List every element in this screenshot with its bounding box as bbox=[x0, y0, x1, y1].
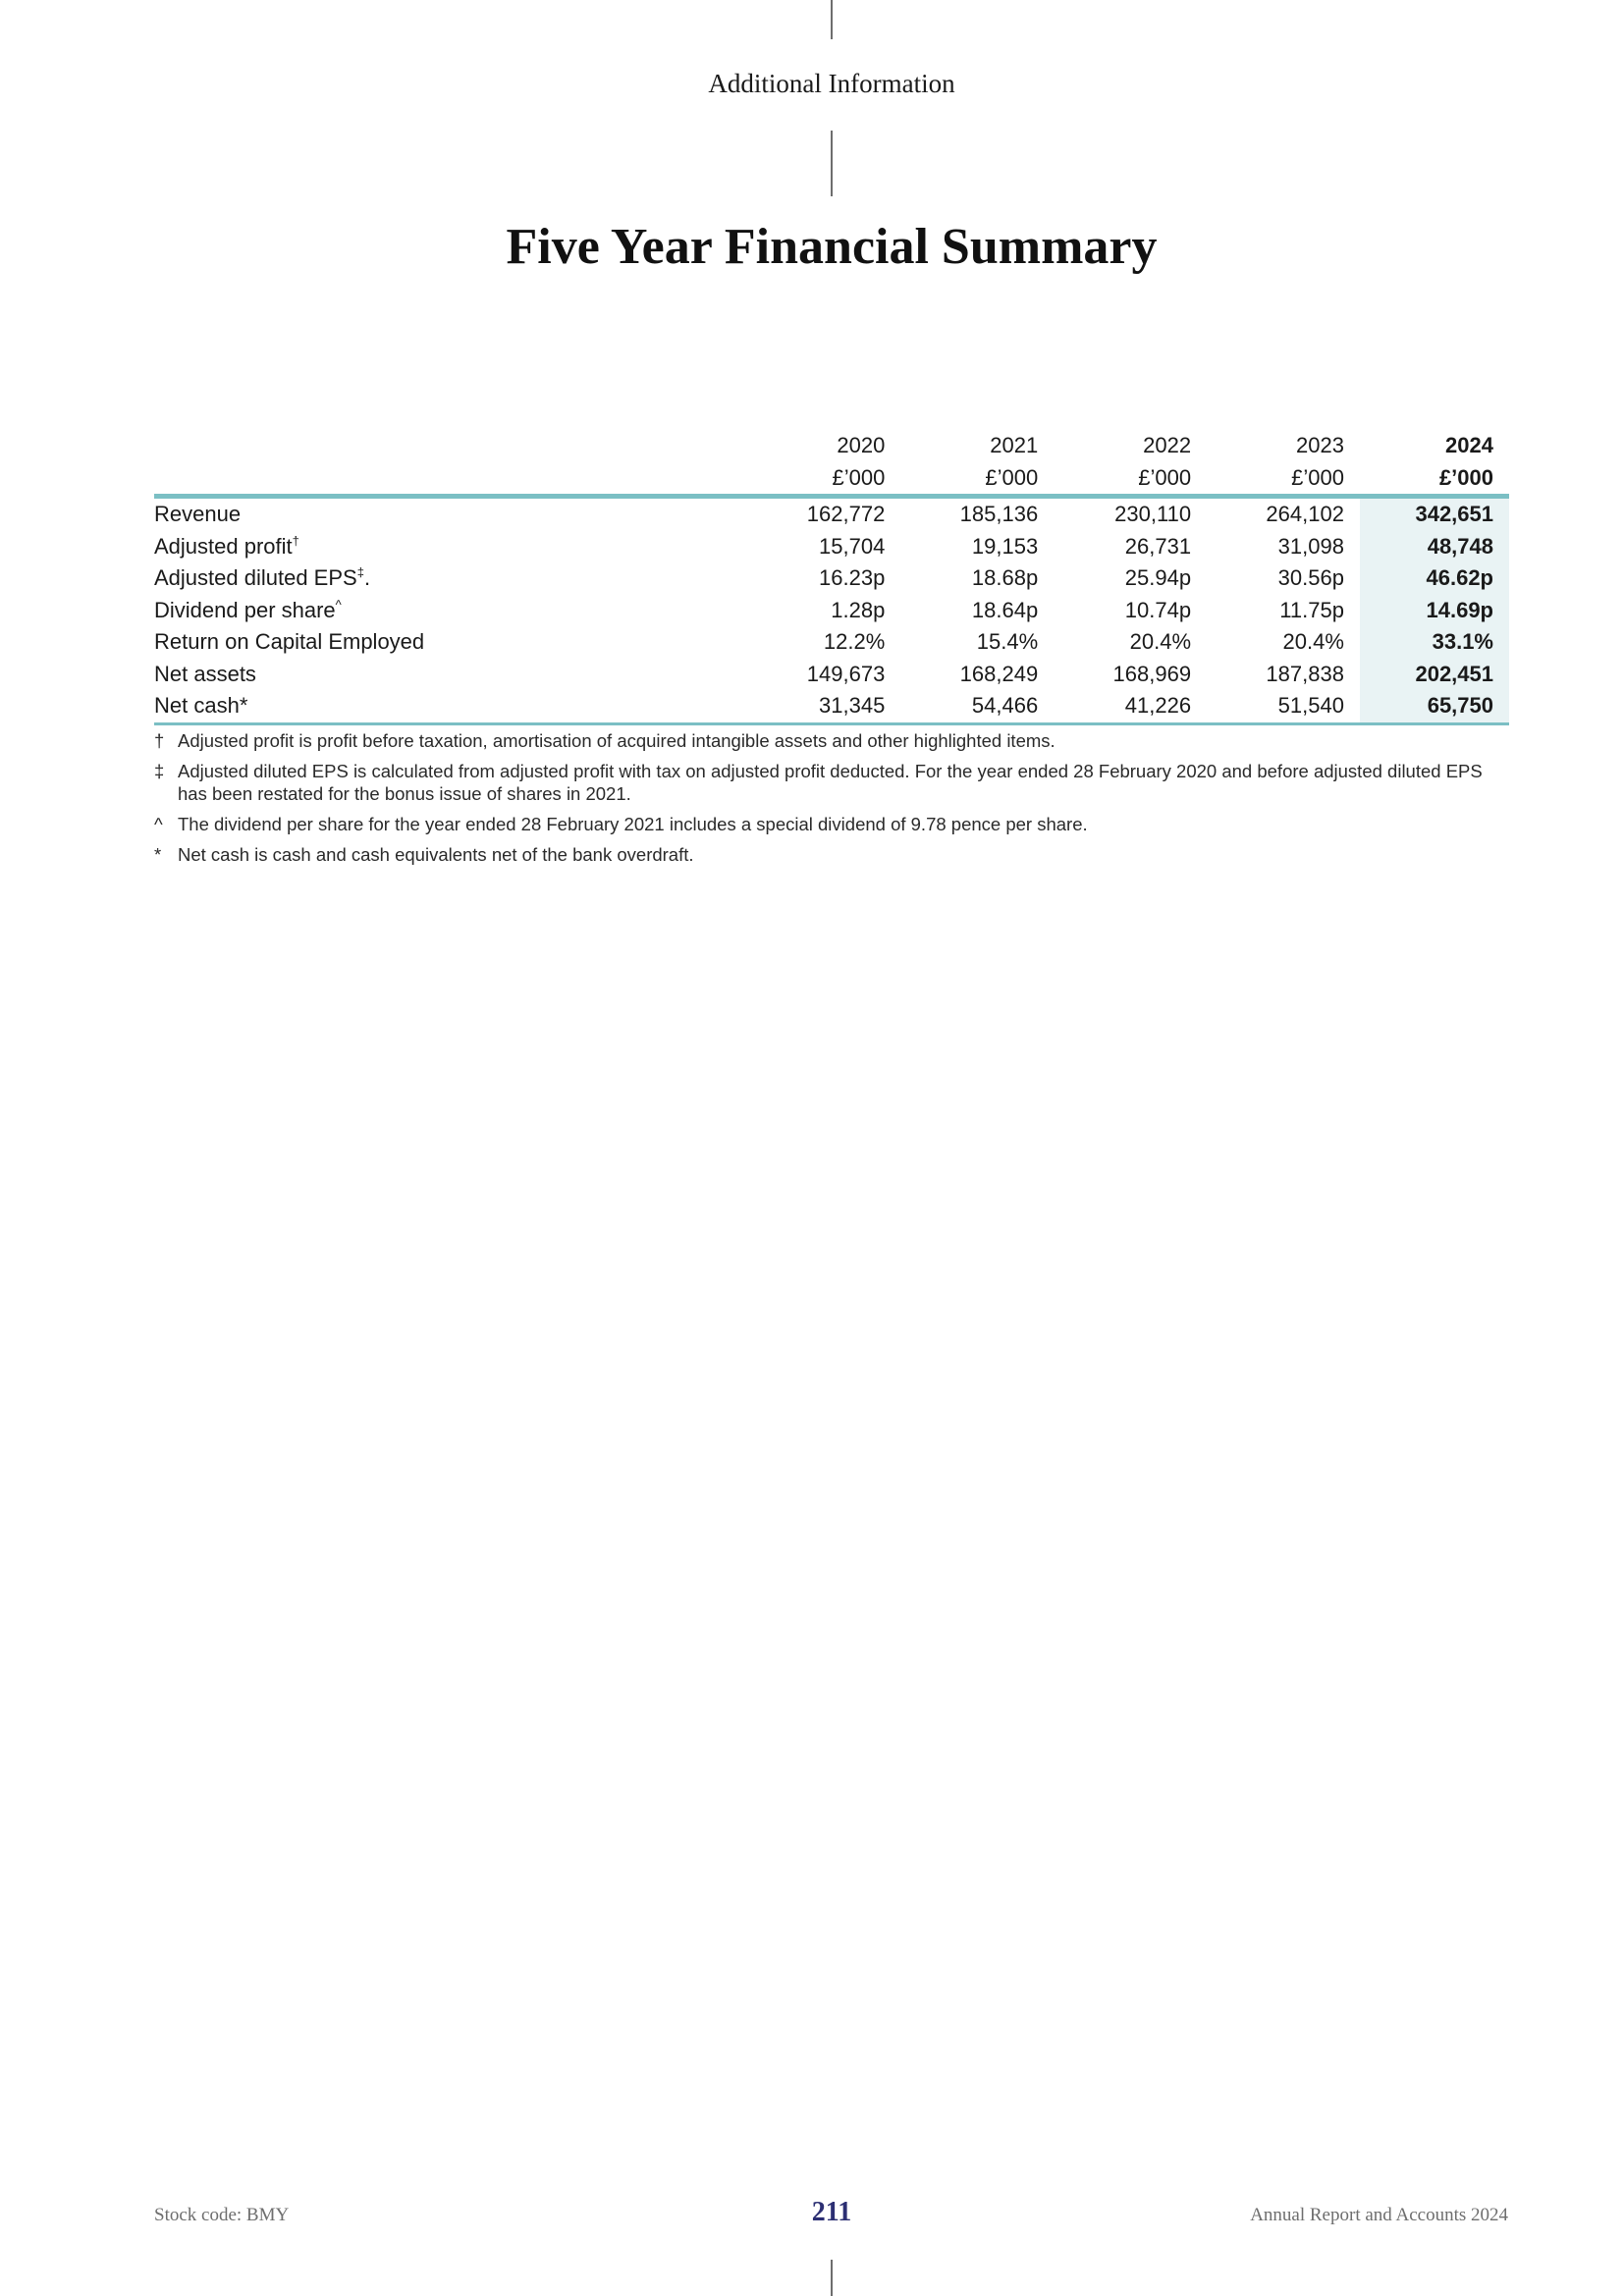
footnote bbox=[154, 843, 1509, 866]
table-row bbox=[154, 626, 1509, 659]
table-cell: 18.64p bbox=[971, 597, 1039, 622]
table-cell: 20.4% bbox=[1282, 629, 1344, 654]
year-header: 2021 bbox=[990, 433, 1039, 457]
footnote-text: Net cash is cash and cash equivalents net of the bank overdraft. bbox=[178, 844, 694, 865]
table-cell-current: 33.1% bbox=[1360, 626, 1509, 659]
table-cell: 230,110 bbox=[1114, 502, 1192, 526]
table-cell: 19,153 bbox=[971, 533, 1039, 559]
year-header: 2020 bbox=[837, 433, 886, 457]
table-cell: 11.75p bbox=[1279, 597, 1344, 622]
table-cell: 149,673 bbox=[806, 661, 886, 686]
table-row bbox=[154, 690, 1509, 723]
table-cell: 51,540 bbox=[1207, 690, 1360, 723]
unit-header: £’000 bbox=[1207, 462, 1360, 497]
table-cell: 16.23p bbox=[819, 565, 886, 590]
table-cell: 185,136 bbox=[959, 502, 1039, 526]
footnote bbox=[154, 813, 1509, 835]
table-row bbox=[154, 562, 1509, 595]
year-header: 2022 bbox=[1143, 433, 1192, 457]
unit-header-row bbox=[154, 462, 1509, 497]
table-cell: 162,772 bbox=[806, 502, 886, 526]
footnote-text: Adjusted diluted EPS is calculated from adjusted profit with tax on adjusted profit deducted. For the year ended 28 February 2020 and before adjusted diluted EPS has been restated for the bonus issue of shares in 2021. bbox=[178, 761, 1483, 804]
page-title: Five Year Financial Summary bbox=[506, 219, 1158, 275]
row-label: Net assets bbox=[154, 661, 256, 686]
table-cell: 18.68p bbox=[971, 565, 1039, 590]
table-cell-current: 202,451 bbox=[1360, 659, 1509, 691]
table-cell: 41,226 bbox=[1054, 690, 1207, 723]
table-row bbox=[154, 595, 1509, 627]
row-label: Revenue bbox=[154, 502, 242, 526]
table-cell: 31,098 bbox=[1277, 533, 1344, 559]
table-row bbox=[154, 531, 1509, 563]
footnote-symbol: ^ bbox=[154, 814, 163, 834]
financial-summary-table bbox=[154, 430, 1509, 725]
year-header-row bbox=[154, 430, 1509, 462]
section-title: Additional Information bbox=[708, 69, 955, 98]
table-row bbox=[154, 497, 1509, 531]
table-cell: 31,345 bbox=[747, 690, 900, 723]
year-header-current: 2024 bbox=[1445, 433, 1493, 457]
row-label: Dividend per share^ bbox=[154, 597, 342, 622]
table-cell: 20.4% bbox=[1129, 629, 1192, 654]
table-cell-current: 48,748 bbox=[1360, 531, 1509, 563]
table-cell: 54,466 bbox=[900, 690, 1054, 723]
page-number: 211 bbox=[811, 2197, 852, 2227]
report-name: Annual Report and Accounts 2024 bbox=[1250, 2205, 1508, 2225]
table-cell: 10.74p bbox=[1124, 597, 1192, 622]
table-cell: 264,102 bbox=[1266, 502, 1344, 526]
table-cell: 30.56p bbox=[1277, 565, 1344, 590]
table-cell: 15.4% bbox=[976, 629, 1039, 654]
table-cell: 15,704 bbox=[819, 533, 886, 559]
unit-header: £’000 bbox=[900, 462, 1054, 497]
footnotes bbox=[154, 729, 1509, 874]
row-label: Adjusted profit† bbox=[154, 533, 299, 559]
row-label: Net cash* bbox=[154, 690, 747, 723]
stock-code: Stock code: BMY bbox=[154, 2205, 290, 2225]
table-cell: 187,838 bbox=[1266, 661, 1344, 686]
row-label: Return on Capital Employed bbox=[154, 629, 425, 654]
footnote-text: Adjusted profit is profit before taxation, amortisation of acquired intangible assets and other highlighted items. bbox=[178, 730, 1056, 751]
footnote-symbol: † bbox=[154, 730, 165, 751]
footnote-text: The dividend per share for the year ended 28 February 2021 includes a special dividend of 9.78 pence per share. bbox=[178, 814, 1088, 834]
title-rule bbox=[831, 131, 833, 196]
table-cell-current: 14.69p bbox=[1360, 595, 1509, 627]
table-cell-current: 65,750 bbox=[1360, 690, 1509, 723]
table-cell: 168,249 bbox=[959, 661, 1039, 686]
bottom-rule bbox=[831, 2260, 833, 2296]
unit-header: £’000 bbox=[747, 462, 900, 497]
year-header: 2023 bbox=[1295, 433, 1344, 457]
footnote-symbol: * bbox=[154, 844, 162, 865]
footnote-symbol: ‡ bbox=[154, 761, 165, 781]
table-cell-current: 342,651 bbox=[1360, 497, 1509, 531]
table-cell: 168,969 bbox=[1112, 661, 1192, 686]
top-rule bbox=[831, 0, 833, 39]
table-cell-current: 46.62p bbox=[1360, 562, 1509, 595]
unit-header: £’000 bbox=[1054, 462, 1207, 497]
table-cell: 25.94p bbox=[1124, 565, 1192, 590]
footnote bbox=[154, 760, 1509, 805]
row-label: Adjusted diluted EPS‡. bbox=[154, 564, 371, 590]
unit-header-current: £’000 bbox=[1360, 462, 1509, 497]
table-cell: 26,731 bbox=[1124, 533, 1192, 559]
table-cell: 1.28p bbox=[831, 597, 886, 622]
footnote bbox=[154, 729, 1509, 752]
table-cell: 12.2% bbox=[823, 629, 886, 654]
table-row bbox=[154, 659, 1509, 691]
